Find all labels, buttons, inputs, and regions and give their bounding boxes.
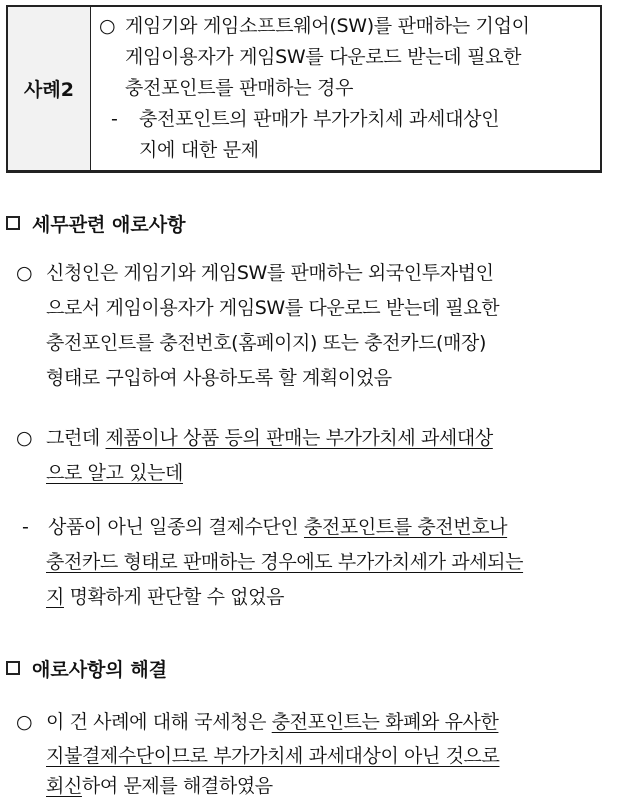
circle-bullet-icon: ○ [16,262,33,284]
case-item-line-3: 충전포인트를 판매하는 경우 [125,77,354,99]
issue-p3-line-1: - 상품이 아닌 일종의 결제수단인 충전포인트를 충전번호나 [22,509,507,545]
case-box [6,5,602,173]
section-heading-issues: 세무관련 애로사항 [6,210,185,236]
checkbox-square-icon [6,661,20,675]
case-item-line-1: ○ 게임기와 게임소프트웨어(SW)를 판매하는 기업이 [99,11,590,42]
issue-p1-line-2: 으로서 게임이용자가 게임SW를 다운로드 받는데 필요한 [46,297,500,319]
issue-p2-line-1: ○ 그런데 제품이나 상품 등의 판매는 부가가치세 과세대상 [16,420,493,456]
dash-bullet-icon: - [111,108,118,130]
circle-bullet-icon: ○ [16,711,33,733]
case-sub-line-2: 지에 대한 문제 [139,139,259,161]
issue-p2-line-2: 으로 알고 있는데 [46,462,183,484]
case-item-line-2: 게임이용자가 게임SW를 다운로드 받는데 필요한 [125,46,522,68]
case-label: 사례2 [8,7,91,170]
resolution-p1-line-3: 회신하여 문제를 해결하였음 [46,775,273,797]
issue-p3-line-3: 지 명확하게 판단할 수 없었음 [46,586,285,608]
circle-bullet-icon: ○ [99,15,116,37]
issue-p1-line-1: ○ 신청인은 게임기와 게임SW를 판매하는 외국인투자법인 [16,255,494,291]
issue-p3-line-2: 충전카드 형태로 판매하는 경우에도 부가가치세가 과세되는 [46,551,524,573]
case-sub-line-1: - 충전포인트의 판매가 부가가치세 과세대상인 [99,104,590,135]
issue-p1-line-3: 충전포인트를 충전번호(홈페이지) 또는 충전카드(매장) [46,332,486,354]
case-body [91,7,600,170]
resolution-p1-line-1: ○ 이 건 사례에 대해 국세청은 충전포인트는 화폐와 유사한 [16,704,498,740]
checkbox-square-icon [6,216,20,230]
circle-bullet-icon: ○ [16,427,33,449]
section-heading-resolution: 애로사항의 해결 [6,655,167,681]
resolution-p1-line-2: 지불결제수단이므로 부가가치세 과세대상이 아닌 것으로 [46,745,500,767]
dash-bullet-icon: - [22,516,29,538]
issue-p1-line-4: 형태로 구입하여 사용하도록 할 계획이었음 [46,367,392,389]
